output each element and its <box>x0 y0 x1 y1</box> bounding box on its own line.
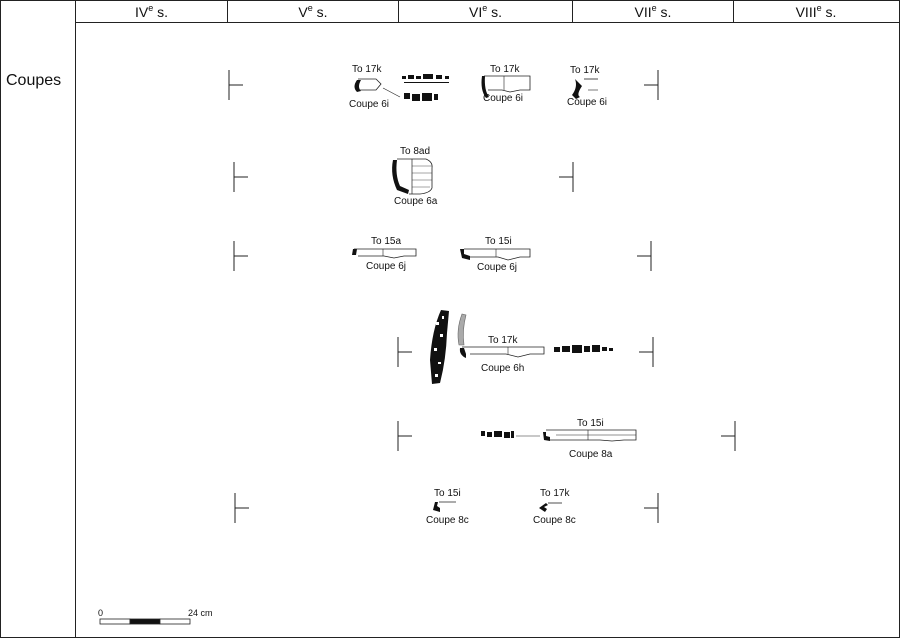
range-start-bracket <box>398 421 412 451</box>
range-start-bracket <box>234 162 248 192</box>
vessel-profile-6h <box>460 347 544 358</box>
range-start-bracket <box>234 241 248 271</box>
range-end-bracket <box>637 241 651 271</box>
sherd-fragment-6h-body <box>430 310 449 384</box>
type-label: To 17k <box>490 64 520 75</box>
range-end-bracket <box>639 337 653 367</box>
vessel-profile-8c-b <box>539 503 562 512</box>
vessel-profile-6i-c <box>572 79 598 99</box>
range-start-bracket <box>235 493 249 523</box>
scale-start-label: 0 <box>98 608 104 618</box>
scale-bar <box>100 619 190 624</box>
coupe-label: Coupe 6j <box>366 261 407 272</box>
coupe-label: Coupe 8a <box>569 449 613 460</box>
vessel-profile-6i-a <box>355 79 401 97</box>
vessel-profile-8c-a <box>433 502 456 512</box>
type-label: To 8ad <box>400 146 431 157</box>
sherd-fragment-6h-grey <box>458 314 466 345</box>
sherd-fragment-6h-rim <box>554 345 613 353</box>
vessel-profile-8a <box>516 430 636 441</box>
range-end-bracket <box>644 70 658 100</box>
range-end-bracket <box>644 493 658 523</box>
type-label: To 17k <box>570 65 600 76</box>
header-century-7: VIIe s. <box>634 3 672 20</box>
header-century-4: IVe s. <box>134 3 169 20</box>
sherd-fragment-6i <box>402 74 449 101</box>
type-label: To 15i <box>577 418 604 429</box>
header-century-6: VIe s. <box>468 3 503 20</box>
range-start-bracket <box>398 337 412 367</box>
coupe-label: Coupe 6j <box>477 262 518 273</box>
coupe-label: Coupe 8c <box>533 515 576 526</box>
vessel-profile-6j-a <box>352 249 416 258</box>
coupe-label: Coupe 6h <box>481 363 525 374</box>
type-label: To 15i <box>434 488 461 499</box>
type-label: To 15i <box>485 236 512 247</box>
header-century-5: Ve s. <box>298 3 328 20</box>
type-label: To 15a <box>371 236 402 247</box>
range-start-bracket <box>229 70 243 100</box>
coupe-label: Coupe 6a <box>394 196 438 207</box>
type-label: To 17k <box>352 64 382 75</box>
range-end-bracket <box>559 162 573 192</box>
coupe-label: Coupe 6i <box>483 93 524 104</box>
coupe-label: Coupe 8c <box>426 515 469 526</box>
type-label: To 17k <box>488 335 518 346</box>
type-label: To 17k <box>540 488 570 499</box>
header-century-8: VIIIe s. <box>795 3 837 20</box>
row-label-coupes: Coupes <box>6 72 62 89</box>
range-end-bracket <box>721 421 735 451</box>
vessel-profile-6a <box>392 159 432 194</box>
sherd-fragment-8a <box>481 431 514 438</box>
coupe-label: Coupe 6i <box>349 99 390 110</box>
coupe-label: Coupe 6i <box>567 97 608 108</box>
scale-end-label: 24 cm <box>188 608 213 618</box>
vessel-profile-6j-b <box>460 249 530 260</box>
